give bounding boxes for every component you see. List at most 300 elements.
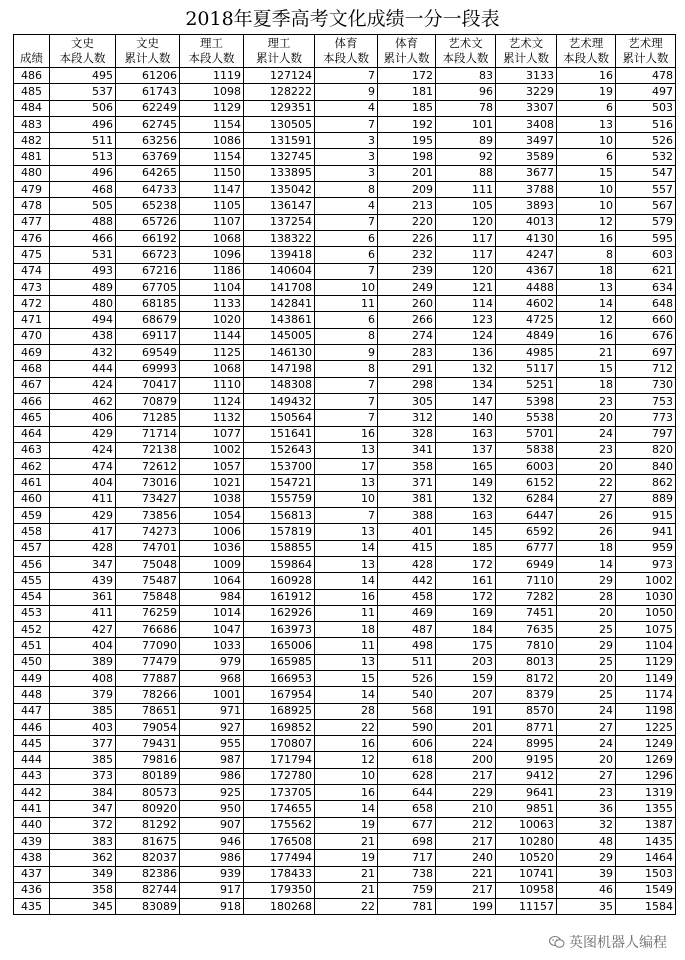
count-cell: 13 [315,475,378,491]
count-cell: 163 [436,426,496,442]
count-cell: 165006 [244,638,315,654]
count-cell: 8570 [496,703,557,719]
count-cell: 155759 [244,491,315,507]
count-cell: 79816 [116,752,180,768]
score-cell: 446 [14,719,50,735]
count-cell: 163 [436,508,496,524]
count-cell: 132745 [244,149,315,165]
table-row [14,687,676,703]
count-cell: 8013 [496,654,557,670]
count-cell: 532 [616,149,676,165]
count-cell: 192 [378,116,436,132]
count-cell: 200 [436,752,496,768]
count-cell: 388 [378,508,436,524]
count-cell: 10 [557,198,616,214]
count-cell: 9 [315,84,378,100]
count-cell: 137 [436,442,496,458]
count-cell: 1132 [180,410,244,426]
column-header [378,35,436,68]
count-cell: 1107 [180,214,244,230]
count-cell: 11 [315,296,378,312]
score-cell: 445 [14,736,50,752]
count-cell: 23 [557,393,616,409]
count-cell: 77090 [116,638,180,654]
count-cell: 7 [315,393,378,409]
count-cell: 140 [436,410,496,426]
count-cell: 1144 [180,328,244,344]
count-cell: 32 [557,817,616,833]
table-row [14,393,676,409]
score-cell: 470 [14,328,50,344]
column-header-line: 体育 [395,36,418,50]
count-cell: 862 [616,475,676,491]
count-cell: 468 [50,182,116,198]
count-cell: 16 [315,426,378,442]
count-cell: 372 [50,817,116,833]
count-cell: 1068 [180,361,244,377]
count-cell: 489 [50,279,116,295]
count-cell: 531 [50,247,116,263]
count-cell: 172 [436,589,496,605]
count-cell: 80573 [116,785,180,801]
count-cell: 1050 [616,605,676,621]
count-cell: 79431 [116,736,180,752]
count-cell: 239 [378,263,436,279]
column-header [180,35,244,68]
score-cell: 467 [14,377,50,393]
count-cell: 968 [180,670,244,686]
count-cell: 3 [315,149,378,165]
count-cell: 232 [378,247,436,263]
column-header [14,35,50,68]
count-cell: 201 [378,165,436,181]
count-cell: 469 [378,605,436,621]
table-row [14,410,676,426]
count-cell: 92 [436,149,496,165]
table-row [14,491,676,507]
count-cell: 7 [315,68,378,84]
count-cell: 634 [616,279,676,295]
count-cell: 557 [616,182,676,198]
page-title: 2018年夏季高考文化成绩一分一段表 [185,8,500,30]
count-cell: 20 [557,410,616,426]
count-cell: 134 [436,377,496,393]
count-cell: 3677 [496,165,557,181]
score-cell: 484 [14,100,50,116]
count-cell: 175 [436,638,496,654]
count-cell: 1038 [180,491,244,507]
count-cell: 4247 [496,247,557,263]
count-cell: 1033 [180,638,244,654]
table-body [14,68,676,915]
count-cell: 1503 [616,866,676,882]
count-cell: 6003 [496,459,557,475]
count-cell: 229 [436,785,496,801]
count-cell: 498 [378,638,436,654]
score-cell: 483 [14,116,50,132]
count-cell: 1133 [180,296,244,312]
count-cell: 149432 [244,393,315,409]
count-cell: 1002 [616,573,676,589]
count-cell: 66723 [116,247,180,263]
score-cell: 453 [14,605,50,621]
count-cell: 385 [50,703,116,719]
count-cell: 101 [436,116,496,132]
score-cell: 475 [14,247,50,263]
count-cell: 146130 [244,345,315,361]
count-cell: 1006 [180,524,244,540]
table-row [14,442,676,458]
count-cell: 547 [616,165,676,181]
count-cell: 4488 [496,279,557,295]
score-cell: 464 [14,426,50,442]
score-cell: 476 [14,230,50,246]
table-row [14,263,676,279]
count-cell: 1319 [616,785,676,801]
count-cell: 64733 [116,182,180,198]
count-cell: 4725 [496,312,557,328]
table-row [14,84,676,100]
score-cell: 468 [14,361,50,377]
count-cell: 4985 [496,345,557,361]
count-cell: 1068 [180,230,244,246]
count-cell: 80920 [116,801,180,817]
count-cell: 27 [557,719,616,735]
count-cell: 18 [315,622,378,638]
column-header [116,35,180,68]
score-cell: 481 [14,149,50,165]
score-cell: 469 [14,345,50,361]
column-header-line: 本段人数 [442,51,489,65]
count-cell: 27 [557,491,616,507]
count-cell: 11 [315,638,378,654]
count-cell: 77479 [116,654,180,670]
count-cell: 753 [616,393,676,409]
count-cell: 7 [315,116,378,132]
count-cell: 1030 [616,589,676,605]
count-cell: 36 [557,801,616,817]
count-cell: 7282 [496,589,557,605]
count-cell: 820 [616,442,676,458]
count-cell: 142841 [244,296,315,312]
count-cell: 11157 [496,899,557,915]
table-row [14,882,676,898]
count-cell: 7 [315,508,378,524]
count-cell: 385 [50,752,116,768]
count-cell: 124 [436,328,496,344]
count-cell: 1105 [180,198,244,214]
count-cell: 1047 [180,622,244,638]
count-cell: 123 [436,312,496,328]
column-header [557,35,616,68]
count-cell: 496 [50,116,116,132]
column-header [496,35,557,68]
count-cell: 424 [50,442,116,458]
count-cell: 172 [378,68,436,84]
count-cell: 1387 [616,817,676,833]
count-cell: 16 [557,328,616,344]
count-cell: 19 [557,84,616,100]
count-cell: 114 [436,296,496,312]
count-cell: 3 [315,133,378,149]
count-cell: 10958 [496,882,557,898]
count-cell: 69117 [116,328,180,344]
count-cell: 10063 [496,817,557,833]
count-cell: 5117 [496,361,557,377]
table-row [14,670,676,686]
count-cell: 15 [557,165,616,181]
count-cell: 29 [557,573,616,589]
count-cell: 148308 [244,377,315,393]
count-cell: 159864 [244,556,315,572]
count-cell: 358 [378,459,436,475]
count-cell: 428 [378,556,436,572]
count-cell: 1057 [180,459,244,475]
count-cell: 129351 [244,100,315,116]
count-cell: 986 [180,768,244,784]
count-cell: 411 [50,491,116,507]
count-cell: 169852 [244,719,315,735]
column-header-line: 理工 [200,36,223,50]
count-cell: 23 [557,442,616,458]
count-cell: 25 [557,687,616,703]
count-cell: 6777 [496,540,557,556]
count-cell: 172780 [244,768,315,784]
count-cell: 65726 [116,214,180,230]
count-cell: 377 [50,736,116,752]
count-cell: 526 [378,670,436,686]
count-cell: 18 [557,540,616,556]
count-cell: 64265 [116,165,180,181]
count-cell: 226 [378,230,436,246]
column-header [436,35,496,68]
column-header-line: 成绩 [20,51,43,65]
table-row [14,768,676,784]
count-cell: 217 [436,882,496,898]
count-cell: 63256 [116,133,180,149]
table-row [14,426,676,442]
count-cell: 644 [378,785,436,801]
count-cell: 496 [50,165,116,181]
count-cell: 493 [50,263,116,279]
count-cell: 79054 [116,719,180,735]
count-cell: 143861 [244,312,315,328]
count-cell: 442 [378,573,436,589]
column-header-line: 艺术理 [628,36,663,50]
count-cell: 121 [436,279,496,295]
table-row [14,361,676,377]
count-cell: 16 [557,68,616,84]
count-cell: 389 [50,654,116,670]
count-cell: 10741 [496,866,557,882]
count-cell: 75848 [116,589,180,605]
count-cell: 156813 [244,508,315,524]
count-cell: 145 [436,524,496,540]
count-cell: 474 [50,459,116,475]
score-cell: 456 [14,556,50,572]
column-header-line [16,36,47,51]
score-cell: 436 [14,882,50,898]
count-cell: 96 [436,84,496,100]
count-cell: 184 [436,622,496,638]
count-cell: 6 [315,247,378,263]
count-cell: 80189 [116,768,180,784]
count-cell: 1129 [616,654,676,670]
table-row [14,68,676,84]
count-cell: 69549 [116,345,180,361]
column-header [616,35,676,68]
count-cell: 925 [180,785,244,801]
count-cell: 19 [315,850,378,866]
count-cell: 12 [315,752,378,768]
count-cell: 22 [557,475,616,491]
count-cell: 6 [557,100,616,116]
count-cell: 260 [378,296,436,312]
count-cell: 135042 [244,182,315,198]
count-cell: 154721 [244,475,315,491]
count-cell: 495 [50,68,116,84]
count-cell: 61743 [116,84,180,100]
count-cell: 224 [436,736,496,752]
count-cell: 62249 [116,100,180,116]
table-row [14,736,676,752]
count-cell: 8 [315,361,378,377]
table-row [14,589,676,605]
count-cell: 781 [378,899,436,915]
table-row [14,377,676,393]
count-cell: 1021 [180,475,244,491]
count-cell: 207 [436,687,496,703]
count-cell: 14 [315,687,378,703]
count-cell: 127124 [244,68,315,84]
count-cell: 17 [315,459,378,475]
count-cell: 1077 [180,426,244,442]
count-cell: 209 [378,182,436,198]
score-cell: 478 [14,198,50,214]
count-cell: 167954 [244,687,315,703]
table-row [14,345,676,361]
count-cell: 383 [50,833,116,849]
count-cell: 10 [315,491,378,507]
count-cell: 907 [180,817,244,833]
count-cell: 1014 [180,605,244,621]
count-cell: 8379 [496,687,557,703]
count-cell: 39 [557,866,616,882]
count-cell: 88 [436,165,496,181]
count-cell: 9 [315,345,378,361]
count-cell: 181 [378,84,436,100]
count-cell: 298 [378,377,436,393]
count-cell: 3 [315,165,378,181]
count-cell: 29 [557,850,616,866]
column-header-line: 体育 [334,36,358,50]
count-cell: 513 [50,149,116,165]
count-cell: 466 [50,230,116,246]
count-cell: 950 [180,801,244,817]
count-cell: 973 [616,556,676,572]
count-cell: 274 [378,328,436,344]
table-row [14,622,676,638]
count-cell: 488 [50,214,116,230]
table-row [14,850,676,866]
count-cell: 201 [436,719,496,735]
table-row [14,605,676,621]
column-header-line: 文史 [136,36,159,50]
score-cell: 443 [14,768,50,784]
count-cell: 198 [378,149,436,165]
count-cell: 137254 [244,214,315,230]
count-cell: 22 [315,899,378,915]
table-row [14,312,676,328]
score-cell: 479 [14,182,50,198]
count-cell: 511 [378,654,436,670]
count-cell: 14 [557,556,616,572]
table-row [14,540,676,556]
count-cell: 8 [557,247,616,263]
count-cell: 136147 [244,198,315,214]
count-cell: 404 [50,475,116,491]
count-cell: 147198 [244,361,315,377]
count-cell: 66192 [116,230,180,246]
count-cell: 939 [180,866,244,882]
count-cell: 568 [378,703,436,719]
count-cell: 428 [50,540,116,556]
count-cell: 7 [315,377,378,393]
table-row [14,328,676,344]
count-cell: 840 [616,459,676,475]
count-cell: 1549 [616,882,676,898]
count-cell: 540 [378,687,436,703]
count-cell: 1064 [180,573,244,589]
score-cell: 460 [14,491,50,507]
score-cell: 438 [14,850,50,866]
watermark-text: 英图机器人编程 [569,935,667,951]
count-cell: 7451 [496,605,557,621]
count-cell: 65238 [116,198,180,214]
table-row [14,459,676,475]
score-cell: 463 [14,442,50,458]
count-cell: 1054 [180,508,244,524]
count-cell: 221 [436,866,496,882]
count-cell: 131591 [244,133,315,149]
count-cell: 16 [557,230,616,246]
count-cell: 606 [378,736,436,752]
count-cell: 648 [616,296,676,312]
count-cell: 429 [50,426,116,442]
score-cell: 457 [14,540,50,556]
count-cell: 6 [315,230,378,246]
count-cell: 12 [557,312,616,328]
count-cell: 70417 [116,377,180,393]
count-cell: 150564 [244,410,315,426]
table-row [14,230,676,246]
count-cell: 358 [50,882,116,898]
count-cell: 27 [557,768,616,784]
count-cell: 381 [378,491,436,507]
count-cell: 986 [180,850,244,866]
count-cell: 14 [557,296,616,312]
count-cell: 773 [616,410,676,426]
count-cell: 16 [315,589,378,605]
count-cell: 526 [616,133,676,149]
score-cell: 441 [14,801,50,817]
count-cell: 199 [436,899,496,915]
count-cell: 1009 [180,556,244,572]
score-cell: 477 [14,214,50,230]
count-cell: 10 [315,768,378,784]
count-cell: 660 [616,312,676,328]
score-cell: 450 [14,654,50,670]
